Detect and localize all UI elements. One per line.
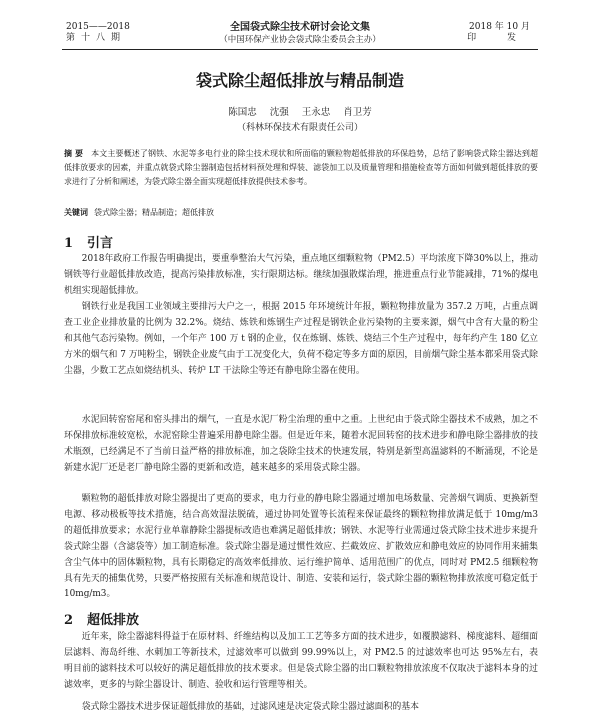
keywords-text: 袋式除尘器；精品制造；超低排放 — [94, 208, 214, 217]
header-year-range: 2015——2018 — [66, 22, 130, 32]
abstract — [64, 146, 538, 189]
affiliation: （科林环保技术有限责任公司） — [236, 123, 363, 133]
paragraph: 2018年政府工作报告明确提出，要重拳整治大气污染，重点地区细颗粒物（PM2.5）平均浓度下降30%以上，推动钢铁等行业超低排放改造，提高污染排放标准，实行限期达标。继续加强散煤治理，推进重点行业节能减排，71%的煤电机组实现超低排放。 — [64, 254, 538, 296]
paragraph: 钢铁行业是我国工业领域主要排污大户之一，根据 2015 年环境统计年报，颗粒物排放量为 357.2 万吨，占重点调查工业企业排放量的比例为 32.2%。烧结、炼铁和炼钢生产过程是钢铁企业污染物的主要来源，烟气中含有大量的粉尘和其他气态污染物。例如，一个年产 100 万 t 钢的企业，仅在炼钢、炼铁、烧结三个生产过程中，每年约产生 180 亿立方米的烟气和 7 万吨粉尘，钢铁企业废气由于工况变化大，负荷不稳定等多方面的原因，目前烟气除尘基本都采用袋式除尘器，少数工艺点如烧结机头、转炉 LT 干法除尘等还有静电除尘器在使用。 — [64, 302, 538, 376]
section-title: 引言 — [87, 236, 114, 251]
section-number: 2 — [64, 613, 74, 628]
keywords — [64, 207, 538, 218]
abstract-label: 摘 要 — [64, 148, 84, 158]
keywords-label: 关键词 — [64, 207, 88, 217]
section-title: 超低排放 — [87, 613, 140, 628]
paragraph: 近年来，除尘器滤料得益于在原材料、纤维结构以及加工工艺等多方面的技术进步，如覆膜滤料、梯度滤料、超细面层滤料、海岛纤维、水刺加工等新技术，过滤效率可以做到 99.99%以上，对 PM2.5 的过滤效率也可达 95%左右，表明目前的滤料技术可以较好的满足超低排放的技术要求。但是袋式除尘器的出口颗粒物排放浓度不仅取决于滤料本身的过滤效率，更多的与除尘器设计、制造、验收和运行管理等相关。 — [64, 632, 538, 690]
running-header — [0, 8, 600, 48]
section-number: 1 — [64, 236, 74, 251]
abstract-text: 本文主要概述了钢铁、水泥等多电行业的除尘技术现状和所面临的颗粒物超低排放的环保趋势，总结了影响袋式除尘器达到超低排放要求的因素，并重点就袋式除尘器制造包括材料预处理和焊装、滤袋加工以及质量管理和措施检查等方面如何做到超低排放的要求进行了分析和阐述，为袋式除尘器全面实现超低排放提供技术参考。 — [64, 149, 538, 186]
header-date: 2018 年 10 月 — [469, 22, 530, 32]
paragraph: 袋式除尘器技术进步保证超低排放的基础，过滤风速是决定袋式除尘器过滤面积的基本 — [81, 702, 420, 712]
section-heading — [64, 609, 139, 628]
section-heading — [64, 232, 113, 251]
header-left — [66, 22, 130, 44]
header-right — [467, 22, 530, 44]
paragraph: 水泥回转窑窑尾和窑头排出的烟气，一直是水泥厂粉尘治理的重中之重。上世纪由于袋式除尘器技术不成熟，加之不环保排放标准较宽松，水泥窑除尘普遍采用静电除尘器。但是近年来，随着水泥回转窑的技术进步和静电除尘器排放的技术瓶颈，已经满足不了当前日益严格的排放标准，加之袋除尘技术的快速发展，特别是新型高温滤料的不断涌现，不论是新建水泥厂还是老厂静电除尘器的更新和改造，越来越多的采用袋式除尘器。 — [64, 415, 538, 473]
paragraph: 颗粒物的超低排放对除尘器提出了更高的要求，电力行业的静电除尘器通过增加电场数量、完善烟气调质、更换新型电源、移动极板等技术措施，结合高效湿法脱硫，通过协同处置等长流程来保证最终的颗粒物排放满足低于 10mg/m3 的超低排放要求；水泥行业单靠静除尘器提标改造也难满足超低排放；钢铁、水泥等行业需通过袋式除尘技术进步来提升袋式除尘器（含滤袋等）加工制造标准。袋式除尘器是通过惯性效应、拦截效应、扩散效应和静电效应的协同作用来捕集含尘气体中的固体颗粒物，具有长期稳定的高效率低排放、运行维护简单、适用范围广的优点，同时对 PM2.5 细颗粒物具有先天的捕集优势，只要严格按照有关标准和规范设计、制造、安装和运行，袋式除尘器的颗粒物排放浓度可稳定低于 10mg/m3。 — [64, 494, 538, 600]
header-printed: 印 发 — [467, 33, 530, 43]
header-issue: 第十八期 — [66, 33, 127, 43]
header-center — [190, 22, 410, 46]
header-organizer: （中国环保产业协会袋式除尘委员会主办） — [219, 35, 381, 45]
header-proceedings-title: 全国袋式除尘技术研讨会论文集 — [230, 22, 370, 33]
paper-title: 袋式除尘超低排放与精品制造 — [195, 71, 404, 90]
header-rule — [62, 49, 538, 50]
author-list: 陈国忠 沈强 王永忠 肖卫芳 — [228, 107, 372, 118]
